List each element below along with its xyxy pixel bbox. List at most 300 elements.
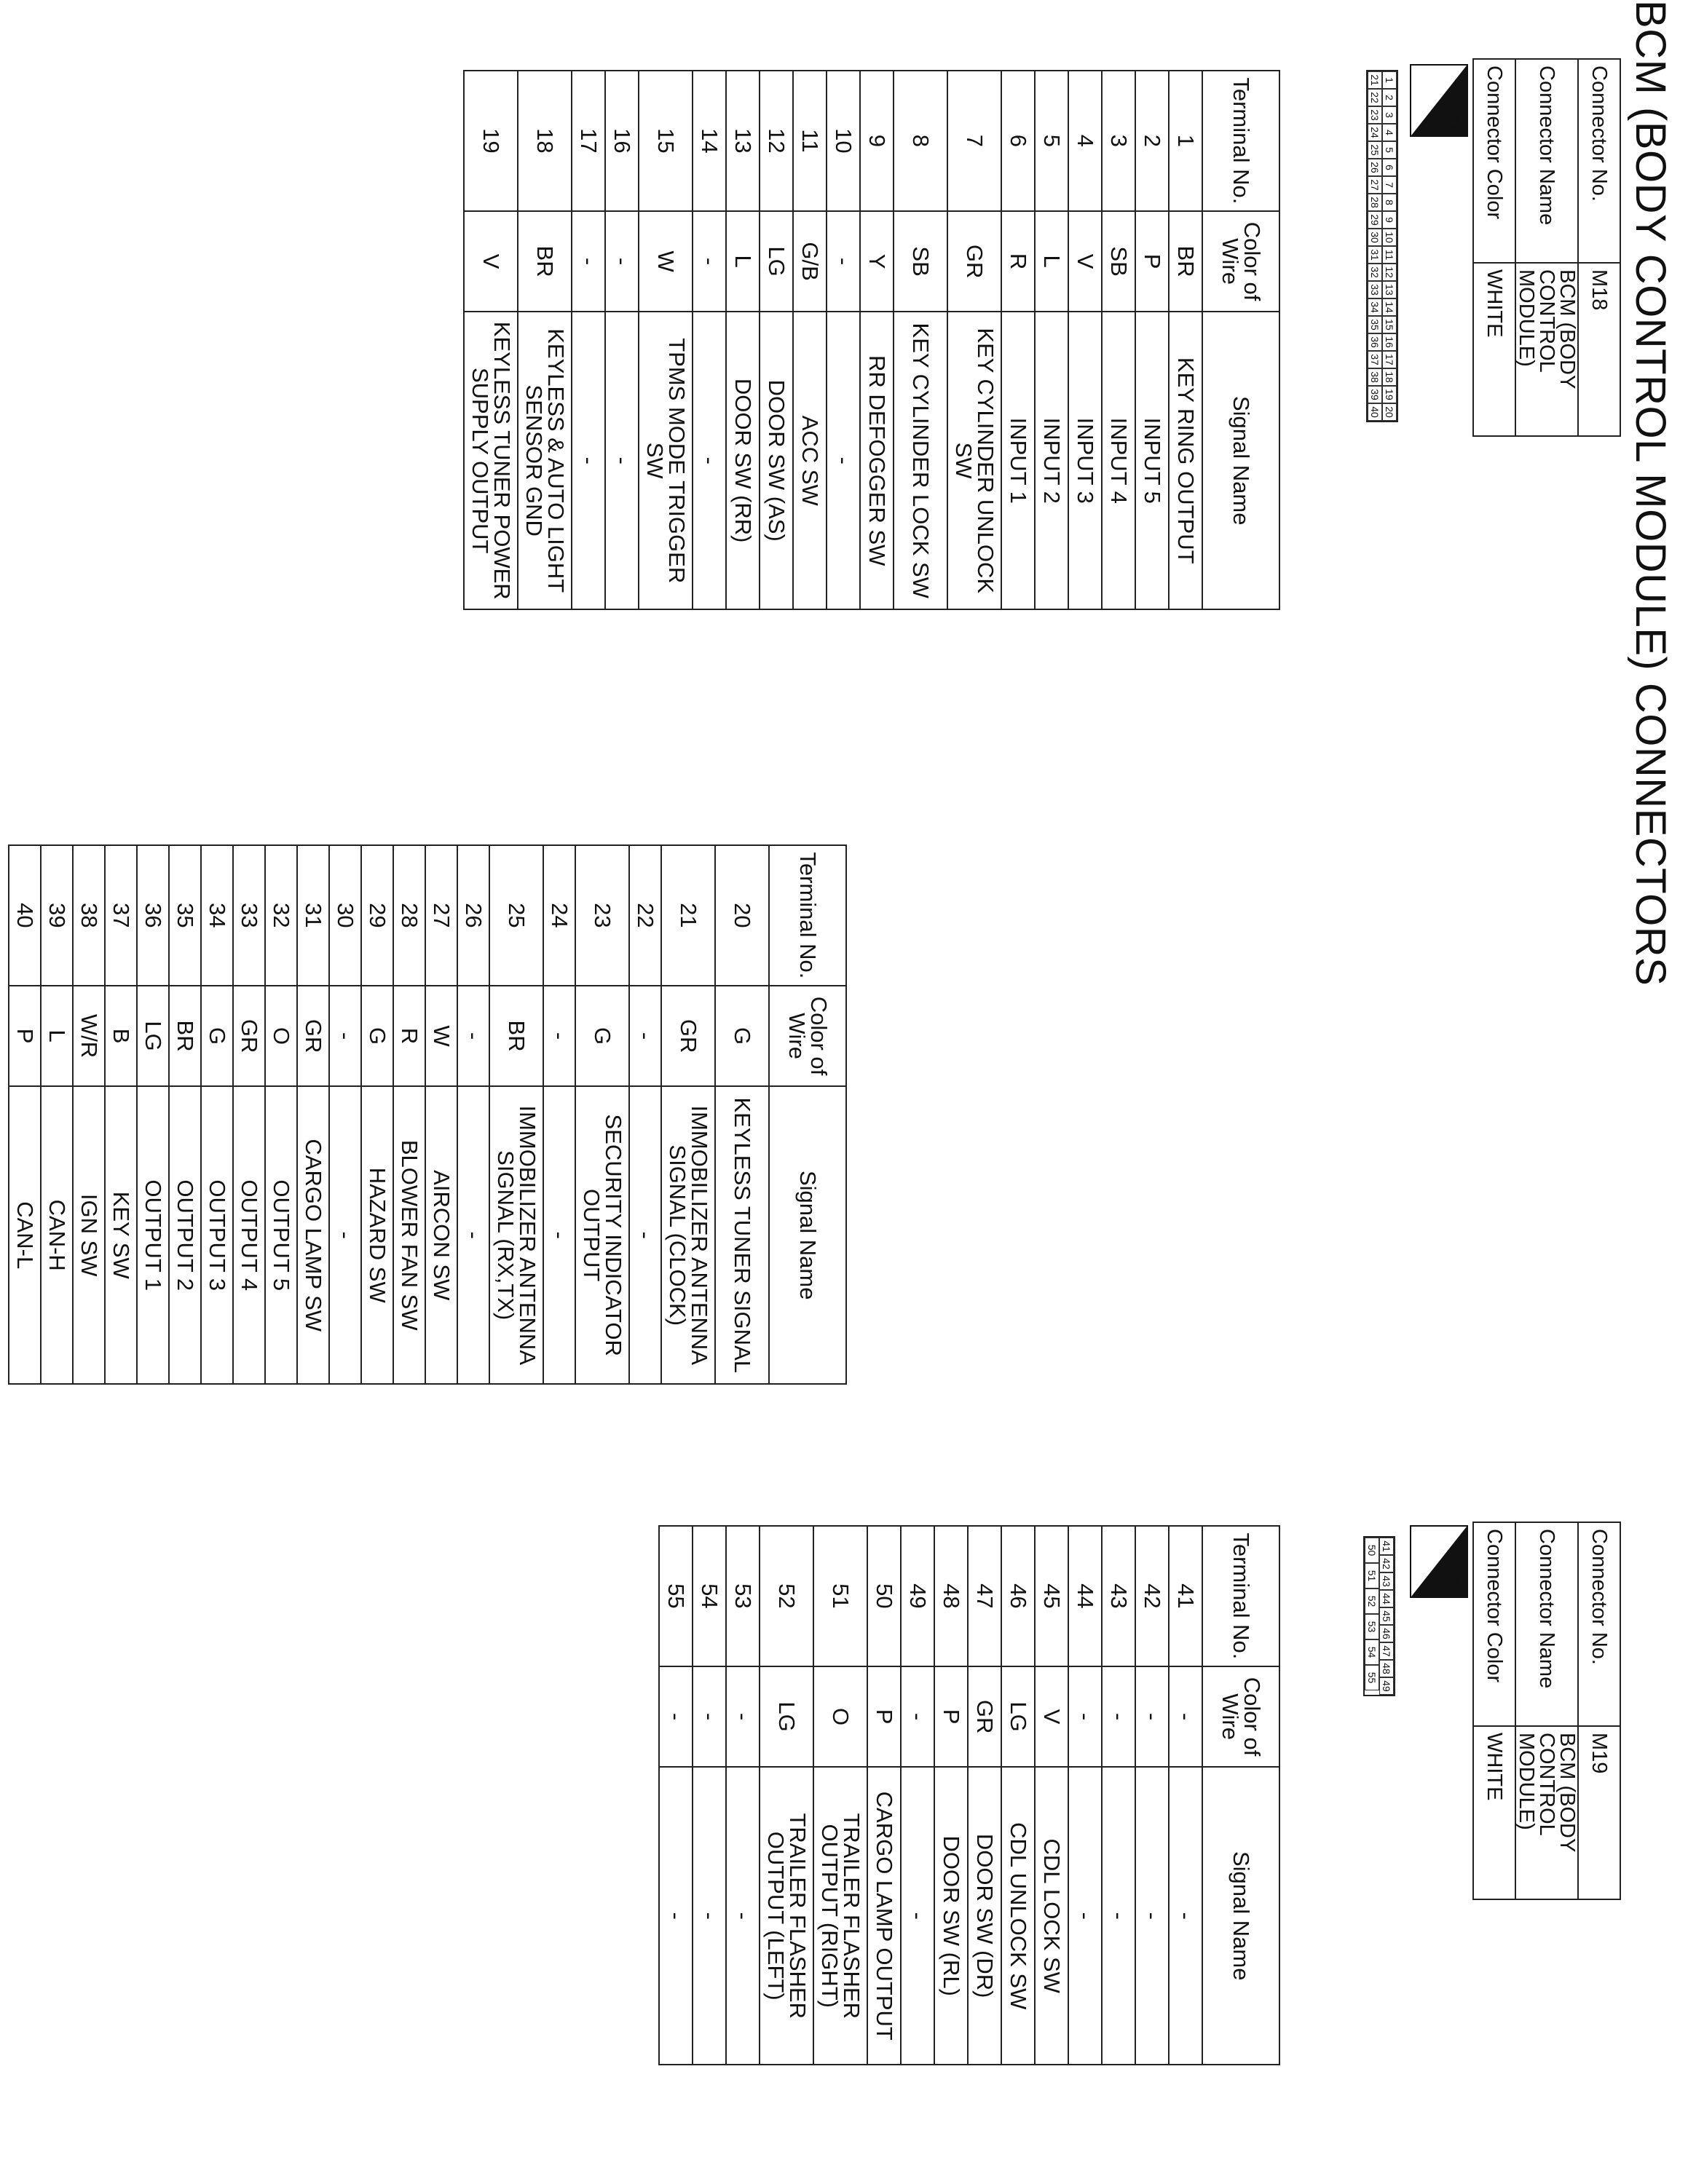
info-row [1515, 59, 1578, 436]
connector-pin: 53 [1365, 1614, 1379, 1639]
terminal-cell: 46 [1001, 1526, 1035, 1666]
info-label: Connector No. [1578, 1522, 1620, 1726]
m19-face-row-2 [1365, 1538, 1379, 1695]
signal-name-cell: OUTPUT 3 [201, 1086, 233, 1384]
wire-color-cell: LG [1001, 1666, 1035, 1768]
wire-color-cell: L [41, 986, 73, 1087]
signal-name-cell: OUTPUT 4 [233, 1086, 265, 1384]
table-row [934, 1526, 968, 2065]
terminal-header: Terminal No. [769, 845, 846, 986]
connector-pin: 55 [1365, 1665, 1379, 1690]
signal-name-cell: KEY CYLINDER LOCK SW [894, 312, 947, 609]
signal-name-cell: OUTPUT 1 [137, 1086, 169, 1384]
wire-color-cell: G [715, 986, 769, 1087]
table-row [1169, 1526, 1202, 2065]
terminal-cell: 15 [639, 71, 693, 211]
wire-color-cell: BR [518, 211, 572, 312]
signal-name-cell: IMMOBILIZER ANTENNA SIGNAL (RX,TX) [489, 1086, 543, 1384]
connector-pin: 36 [1368, 333, 1382, 351]
connector-plug-icon: ▣ [1440, 110, 1464, 131]
signal-name-cell: DOOR SW (AS) [760, 312, 793, 609]
signal-name-cell: CAN-H [41, 1086, 73, 1384]
terminal-cell: 49 [901, 1526, 934, 1666]
connector-pin: 30 [1368, 229, 1382, 246]
page-title: BCM (BODY CONTROL MODULE) CONNECTORS [1627, 0, 1674, 986]
connector-pin: 54 [1365, 1639, 1379, 1665]
wire-color-cell: - [827, 211, 860, 312]
connector-pin: 22 [1368, 89, 1382, 106]
wire-color-cell: - [1068, 1666, 1102, 1768]
terminal-cell: 25 [489, 845, 543, 986]
signal-name-cell: CDL UNLOCK SW [1001, 1767, 1035, 2065]
m19-rows [659, 1526, 1202, 2065]
table-row [901, 1526, 934, 2065]
connector-plug-icon: ▣ [1440, 1571, 1464, 1592]
terminal-cell: 48 [934, 1526, 968, 1666]
table-row [726, 71, 760, 609]
signal-name-cell: IGN SW [73, 1086, 105, 1384]
signal-name-cell: HAZARD SW [361, 1086, 393, 1384]
signal-name-cell: - [1169, 1767, 1202, 2065]
m19-connector-face [1363, 1536, 1395, 1696]
terminal-cell: 37 [105, 845, 137, 986]
connector-pin: 44 [1379, 1590, 1394, 1607]
wire-color-cell: V [464, 211, 518, 312]
terminal-header: Terminal No. [1202, 1526, 1279, 1666]
signal-name-cell: - [1135, 1767, 1169, 2065]
m18-terminal-table-a [463, 70, 1280, 610]
terminal-cell: 52 [760, 1526, 813, 1666]
signal-name-cell: TRAILER FLASHER OUTPUT (RIGHT) [813, 1767, 867, 2065]
table-row [760, 71, 793, 609]
connector-pin: 47 [1379, 1642, 1394, 1660]
wire-color-cell: L [1035, 211, 1068, 312]
wire-color-cell: V [1068, 211, 1102, 312]
wire-color-cell: G [201, 986, 233, 1087]
info-label: Connector Name [1515, 1522, 1578, 1726]
connector-pin: 26 [1368, 159, 1382, 176]
terminal-cell: 21 [661, 845, 715, 986]
table-row [693, 1526, 726, 2065]
wire-color-cell: BR [169, 986, 201, 1087]
terminal-cell: 23 [575, 845, 629, 986]
table-row [572, 71, 605, 609]
signal-name-cell: DOOR SW (RR) [726, 312, 760, 609]
wire-color-cell: G [575, 986, 629, 1087]
connector-pin: 32 [1368, 264, 1382, 281]
connector-pin: 14 [1382, 298, 1397, 316]
connector-pin: 7 [1382, 176, 1397, 194]
signal-name-cell: - [693, 1767, 726, 2065]
table-row [813, 1526, 867, 2065]
harness-side-icon [1410, 1525, 1468, 1598]
wire-color-cell: SB [894, 211, 947, 312]
hs-label: H.S. [1413, 70, 1437, 113]
signal-name-cell: KEYLESS TUNER POWER SUPPLY OUTPUT [464, 312, 518, 609]
m18-info-table [1472, 58, 1621, 437]
info-value: M19 [1578, 1726, 1620, 1899]
terminal-cell: 55 [659, 1526, 693, 1666]
harness-side-icon [1410, 64, 1468, 137]
table-row [605, 71, 639, 609]
color-header: Color of Wire [769, 986, 846, 1087]
color-header: Color of Wire [1202, 1666, 1279, 1768]
table-row [1068, 71, 1102, 609]
terminal-cell: 32 [265, 845, 297, 986]
info-row [1578, 59, 1620, 436]
connector-pin: 31 [1368, 246, 1382, 264]
connector-pin: 4 [1382, 124, 1397, 141]
signal-name-cell: - [1102, 1767, 1135, 2065]
info-label: Connector Name [1515, 59, 1578, 263]
signal-name-cell: - [901, 1767, 934, 2065]
signal-name-cell: ACC SW [793, 312, 827, 609]
connector-pin: 10 [1382, 229, 1397, 246]
terminal-cell: 39 [41, 845, 73, 986]
table-row [860, 71, 894, 609]
wire-color-cell: LG [760, 1666, 813, 1768]
wire-color-cell: - [1102, 1666, 1135, 1768]
table-row [1035, 71, 1068, 609]
terminal-cell: 44 [1068, 1526, 1102, 1666]
connector-pin: 15 [1382, 316, 1397, 333]
info-value: BCM (BODY CONTROL MODULE) [1515, 1726, 1578, 1899]
table-row [201, 845, 233, 1384]
signal-name-cell: IMMOBILIZER ANTENNA SIGNAL (CLOCK) [661, 1086, 715, 1384]
signal-name-cell: INPUT 5 [1135, 312, 1169, 609]
connector-pin: 23 [1368, 106, 1382, 124]
connector-pin: 49 [1379, 1677, 1394, 1695]
hs-label: H.S. [1413, 1531, 1437, 1574]
info-row [1473, 59, 1515, 436]
connector-pin: 17 [1382, 351, 1397, 368]
connector-pin: 34 [1368, 298, 1382, 316]
signal-name-cell: INPUT 1 [1001, 312, 1035, 609]
terminal-cell: 1 [1169, 71, 1202, 211]
signal-name-cell: OUTPUT 2 [169, 1086, 201, 1384]
signal-name-cell: - [693, 312, 726, 609]
signal-name-cell: DOOR SW (DR) [968, 1767, 1001, 2065]
terminal-cell: 54 [693, 1526, 726, 1666]
table-row [968, 1526, 1001, 2065]
table-row [894, 71, 947, 609]
signal-header: Signal Name [769, 1086, 846, 1384]
signal-name-cell: INPUT 4 [1102, 312, 1135, 609]
wire-color-cell: - [1135, 1666, 1169, 1768]
m19-terminal-table [658, 1525, 1280, 2065]
signal-name-cell: SECURITY INDICATOR OUTPUT [575, 1086, 629, 1384]
terminal-cell: 16 [605, 71, 639, 211]
info-value: WHITE [1473, 263, 1515, 436]
signal-name-cell: - [457, 1086, 489, 1384]
connector-pin: 37 [1368, 351, 1382, 368]
wire-color-cell: V [1035, 1666, 1068, 1768]
table-row [73, 845, 105, 1384]
info-label: Connector Color [1473, 1522, 1515, 1726]
signal-name-cell: - [827, 312, 860, 609]
table-row [1001, 71, 1035, 609]
signal-name-cell: - [572, 312, 605, 609]
table-row [793, 71, 827, 609]
signal-name-cell: KEY CYLINDER UNLOCK SW [947, 312, 1001, 609]
connector-pin: 38 [1368, 368, 1382, 386]
signal-name-cell: OUTPUT 5 [265, 1086, 297, 1384]
signal-name-cell: KEYLESS & AUTO LIGHT SENSOR GND [518, 312, 572, 609]
table-row [639, 71, 693, 609]
wire-color-cell: - [659, 1666, 693, 1768]
table-row [693, 71, 726, 609]
signal-name-cell: - [659, 1767, 693, 2065]
terminal-cell: 28 [393, 845, 425, 986]
connector-pin: 52 [1365, 1588, 1379, 1614]
table-row [464, 71, 518, 609]
info-row [1473, 1522, 1515, 1899]
connector-pin: 29 [1368, 211, 1382, 229]
table-row [169, 845, 201, 1384]
table-row [1135, 71, 1169, 609]
connector-pin: 25 [1368, 141, 1382, 159]
terminal-cell: 42 [1135, 1526, 1169, 1666]
m18-rows-a [464, 71, 1202, 609]
wire-color-cell: P [867, 1666, 901, 1768]
table-row [393, 845, 425, 1384]
info-row [1515, 1522, 1578, 1899]
connector-pin: 28 [1368, 194, 1382, 211]
signal-name-cell: DOOR SW (RL) [934, 1767, 968, 2065]
signal-name-cell: - [629, 1086, 661, 1384]
wire-color-cell: G [361, 986, 393, 1087]
wire-color-cell: LG [760, 211, 793, 312]
connector-pin: 35 [1368, 316, 1382, 333]
terminal-cell: 27 [425, 845, 457, 986]
table-row [425, 845, 457, 1384]
terminal-cell: 9 [860, 71, 894, 211]
wire-color-cell: GR [947, 211, 1001, 312]
wire-color-cell: O [265, 986, 297, 1087]
wire-color-cell: W [425, 986, 457, 1087]
table-row [41, 845, 73, 1384]
signal-name-cell: TRAILER FLASHER OUTPUT (LEFT) [760, 1767, 813, 2065]
wire-color-cell: SB [1102, 211, 1135, 312]
m18-terminal-table-b [8, 844, 847, 1385]
m19-info-table [1472, 1522, 1621, 1900]
table-row [867, 1526, 901, 2065]
terminal-cell: 24 [543, 845, 575, 986]
connector-pin: 45 [1379, 1607, 1394, 1625]
wire-color-cell: P [1135, 211, 1169, 312]
wire-color-cell: - [605, 211, 639, 312]
terminal-cell: 50 [867, 1526, 901, 1666]
wire-color-cell: P [9, 986, 41, 1087]
connector-pin: 51 [1365, 1563, 1379, 1588]
table-row [659, 1526, 693, 2065]
connector-pin: 50 [1365, 1538, 1379, 1563]
terminal-cell: 30 [329, 845, 361, 986]
signal-name-cell: - [1068, 1767, 1102, 2065]
terminal-cell: 38 [73, 845, 105, 986]
signal-name-cell: KEY SW [105, 1086, 137, 1384]
terminal-cell: 45 [1035, 1526, 1068, 1666]
color-header: Color of Wire [1202, 211, 1279, 312]
table-row [265, 845, 297, 1384]
connector-pin: 24 [1368, 124, 1382, 141]
wire-color-cell: W [639, 211, 693, 312]
terminal-cell: 22 [629, 845, 661, 986]
table-row [233, 845, 265, 1384]
header-row [1202, 1526, 1279, 2065]
wire-color-cell: G/B [793, 211, 827, 312]
signal-name-cell: KEYLESS TUNER SIGNAL [715, 1086, 769, 1384]
table-row [457, 845, 489, 1384]
signal-name-cell: AIRCON SW [425, 1086, 457, 1384]
terminal-cell: 5 [1035, 71, 1068, 211]
table-row [1102, 1526, 1135, 2065]
wire-color-cell: L [726, 211, 760, 312]
signal-name-cell: RR DEFOGGER SW [860, 312, 894, 609]
wire-color-cell: - [693, 211, 726, 312]
table-row [489, 845, 543, 1384]
signal-name-cell: CARGO LAMP OUTPUT [867, 1767, 901, 2065]
connector-pin: 9 [1382, 211, 1397, 229]
terminal-cell: 17 [572, 71, 605, 211]
m19-face-row-1 [1379, 1538, 1394, 1695]
table-row [518, 71, 572, 609]
terminal-cell: 7 [947, 71, 1001, 211]
wire-color-cell: GR [233, 986, 265, 1087]
connector-pin: 3 [1382, 106, 1397, 124]
signal-name-cell: KEY RING OUTPUT [1169, 312, 1202, 609]
connector-pin: 18 [1382, 368, 1397, 386]
signal-name-cell: INPUT 2 [1035, 312, 1068, 609]
wire-color-cell: O [813, 1666, 867, 1768]
signal-name-cell: CAN-L [9, 1086, 41, 1384]
connector-pin: 2 [1382, 89, 1397, 106]
connector-pin: 5 [1382, 141, 1397, 159]
wire-color-cell: - [629, 986, 661, 1087]
wire-color-cell: - [726, 1666, 760, 1768]
wire-color-cell: BR [1169, 211, 1202, 312]
table-row [760, 1526, 813, 2065]
table-row [329, 845, 361, 1384]
table-row [105, 845, 137, 1384]
connector-pin: 41 [1379, 1538, 1394, 1555]
info-label: Connector No. [1578, 59, 1620, 263]
terminal-cell: 3 [1102, 71, 1135, 211]
m18-face-row-2 [1368, 71, 1382, 421]
table-row [629, 845, 661, 1384]
wire-color-cell: - [693, 1666, 726, 1768]
signal-name-cell: INPUT 3 [1068, 312, 1102, 609]
connector-pin: 11 [1382, 246, 1397, 264]
connector-pin: 48 [1379, 1660, 1394, 1677]
m18-rows-b [9, 845, 769, 1384]
table-row [827, 71, 860, 609]
terminal-cell: 4 [1068, 71, 1102, 211]
table-row [137, 845, 169, 1384]
wire-color-cell: LG [137, 986, 169, 1087]
terminal-cell: 51 [813, 1526, 867, 1666]
table-row [715, 845, 769, 1384]
terminal-cell: 35 [169, 845, 201, 986]
table-row [1001, 1526, 1035, 2065]
wire-color-cell: - [901, 1666, 934, 1768]
table-row [1068, 1526, 1102, 2065]
signal-name-cell: - [543, 1086, 575, 1384]
table-row [1169, 71, 1202, 609]
wire-color-cell: BR [489, 986, 543, 1087]
signal-name-cell: - [605, 312, 639, 609]
table-row [726, 1526, 760, 2065]
signal-header: Signal Name [1202, 312, 1279, 609]
wire-color-cell: GR [968, 1666, 1001, 1768]
terminal-cell: 40 [9, 845, 41, 986]
signal-name-cell: BLOWER FAN SW [393, 1086, 425, 1384]
info-row [1578, 1522, 1620, 1899]
connector-pin: 19 [1382, 386, 1397, 403]
connector-pin: 13 [1382, 281, 1397, 298]
table-row [1035, 1526, 1068, 2065]
wire-color-cell: B [105, 986, 137, 1087]
signal-header: Signal Name [1202, 1767, 1279, 2065]
table-row [575, 845, 629, 1384]
wire-color-cell: P [934, 1666, 968, 1768]
terminal-cell: 31 [297, 845, 329, 986]
connector-pin: 6 [1382, 159, 1397, 176]
connector-pin: 8 [1382, 194, 1397, 211]
header-row [1202, 71, 1279, 609]
terminal-cell: 43 [1102, 1526, 1135, 1666]
table-row [9, 845, 41, 1384]
wire-color-cell: - [1169, 1666, 1202, 1768]
table-row [297, 845, 329, 1384]
wire-color-cell: - [457, 986, 489, 1087]
terminal-cell: 6 [1001, 71, 1035, 211]
terminal-header: Terminal No. [1202, 71, 1279, 211]
connector-pin: 20 [1382, 403, 1397, 421]
connector-pin: 46 [1379, 1625, 1394, 1642]
connector-pin: 43 [1379, 1572, 1394, 1590]
terminal-cell: 14 [693, 71, 726, 211]
terminal-cell: 13 [726, 71, 760, 211]
terminal-cell: 53 [726, 1526, 760, 1666]
terminal-cell: 19 [464, 71, 518, 211]
wire-color-cell: Y [860, 211, 894, 312]
signal-name-cell: TPMS MODE TRIGGER SW [639, 312, 693, 609]
terminal-cell: 47 [968, 1526, 1001, 1666]
terminal-cell: 20 [715, 845, 769, 986]
signal-name-cell: - [726, 1767, 760, 2065]
signal-name-cell: CARGO LAMP SW [297, 1086, 329, 1384]
terminal-cell: 11 [793, 71, 827, 211]
table-row [361, 845, 393, 1384]
terminal-cell: 34 [201, 845, 233, 986]
terminal-cell: 12 [760, 71, 793, 211]
connector-pin: 16 [1382, 333, 1397, 351]
connector-pin: 27 [1368, 176, 1382, 194]
wire-color-cell: GR [297, 986, 329, 1087]
m18-face-row-1 [1382, 71, 1397, 421]
wire-color-cell: R [393, 986, 425, 1087]
connector-pin: 42 [1379, 1555, 1394, 1572]
terminal-cell: 36 [137, 845, 169, 986]
wire-color-cell: W/R [73, 986, 105, 1087]
terminal-cell: 18 [518, 71, 572, 211]
wire-color-cell: - [543, 986, 575, 1087]
terminal-cell: 26 [457, 845, 489, 986]
info-value: BCM (BODY CONTROL MODULE) [1515, 263, 1578, 436]
wire-color-cell: - [572, 211, 605, 312]
m18-connector-face [1366, 70, 1398, 422]
